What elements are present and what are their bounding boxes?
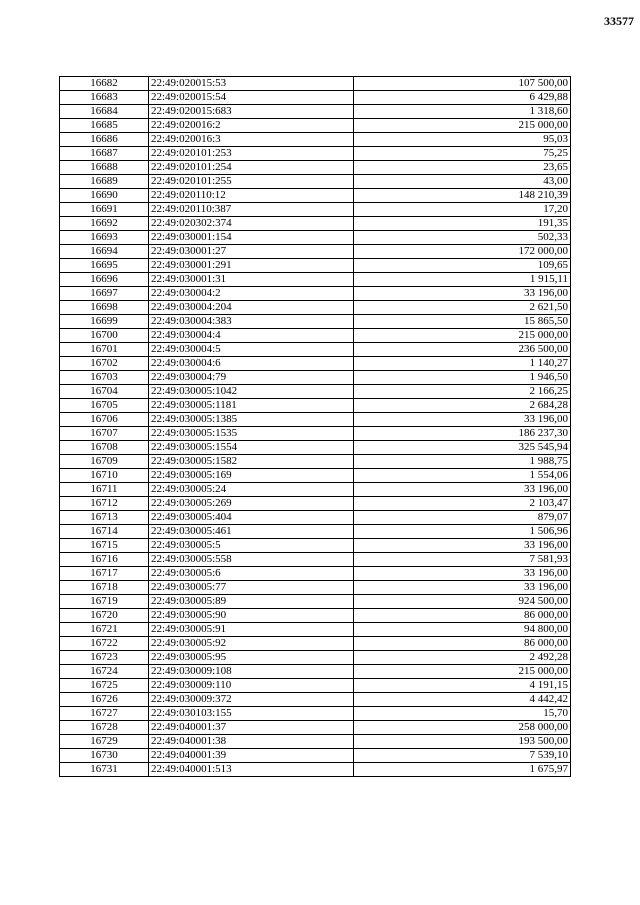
row-number-cell: 16717 [60, 567, 149, 581]
row-number-cell: 16682 [60, 77, 149, 91]
row-number-cell: 16707 [60, 427, 149, 441]
amount-cell: 23,65 [354, 161, 571, 175]
cadastral-number-cell: 22:49:030005:1535 [149, 427, 354, 441]
cadastral-number-cell: 22:49:030005:269 [149, 497, 354, 511]
cadastral-number-cell: 22:49:030004:204 [149, 301, 354, 315]
amount-cell: 94 800,00 [354, 623, 571, 637]
amount-cell: 7 539,10 [354, 749, 571, 763]
table-row [60, 609, 571, 623]
row-number-cell: 16685 [60, 119, 149, 133]
table-row [60, 567, 571, 581]
row-number-cell: 16723 [60, 651, 149, 665]
cadastral-number-cell: 22:49:040001:39 [149, 749, 354, 763]
row-number-cell: 16727 [60, 707, 149, 721]
table-row [60, 217, 571, 231]
table-row [60, 189, 571, 203]
row-number-cell: 16712 [60, 497, 149, 511]
table-row [60, 539, 571, 553]
table-row [60, 763, 571, 777]
row-number-cell: 16710 [60, 469, 149, 483]
amount-cell: 215 000,00 [354, 119, 571, 133]
table-row [60, 693, 571, 707]
cadastral-number-cell: 22:49:030004:79 [149, 371, 354, 385]
row-number-cell: 16716 [60, 553, 149, 567]
table-row [60, 595, 571, 609]
cadastral-number-cell: 22:49:030005:169 [149, 469, 354, 483]
cadastral-number-cell: 22:49:030009:372 [149, 693, 354, 707]
table-row [60, 161, 571, 175]
amount-cell: 215 000,00 [354, 329, 571, 343]
table-row [60, 315, 571, 329]
row-number-cell: 16721 [60, 623, 149, 637]
row-number-cell: 16718 [60, 581, 149, 595]
table-row [60, 301, 571, 315]
cadastral-number-cell: 22:49:020101:254 [149, 161, 354, 175]
cadastral-number-cell: 22:49:030005:89 [149, 595, 354, 609]
table-row [60, 343, 571, 357]
row-number-cell: 16698 [60, 301, 149, 315]
cadastral-number-cell: 22:49:020302:374 [149, 217, 354, 231]
cadastral-number-cell: 22:49:030004:4 [149, 329, 354, 343]
cadastral-number-cell: 22:49:030103:155 [149, 707, 354, 721]
amount-cell: 33 196,00 [354, 539, 571, 553]
amount-cell: 2 166,25 [354, 385, 571, 399]
amount-cell: 1 675,97 [354, 763, 571, 777]
table-row [60, 749, 571, 763]
row-number-cell: 16696 [60, 273, 149, 287]
cadastral-number-cell: 22:49:030001:291 [149, 259, 354, 273]
table-row [60, 231, 571, 245]
table-row [60, 511, 571, 525]
cadastral-number-cell: 22:49:030005:95 [149, 651, 354, 665]
table-row [60, 497, 571, 511]
data-table [59, 76, 571, 777]
row-number-cell: 16699 [60, 315, 149, 329]
row-number-cell: 16731 [60, 763, 149, 777]
cadastral-number-cell: 22:49:030005:1181 [149, 399, 354, 413]
row-number-cell: 16722 [60, 637, 149, 651]
row-number-cell: 16715 [60, 539, 149, 553]
cadastral-number-cell: 22:49:020015:53 [149, 77, 354, 91]
cadastral-number-cell: 22:49:030001:27 [149, 245, 354, 259]
row-number-cell: 16704 [60, 385, 149, 399]
row-number-cell: 16697 [60, 287, 149, 301]
table-row [60, 399, 571, 413]
row-number-cell: 16711 [60, 483, 149, 497]
amount-cell: 33 196,00 [354, 287, 571, 301]
table-row [60, 735, 571, 749]
row-number-cell: 16714 [60, 525, 149, 539]
cadastral-number-cell: 22:49:030005:1582 [149, 455, 354, 469]
amount-cell: 1 946,50 [354, 371, 571, 385]
row-number-cell: 16700 [60, 329, 149, 343]
table-row [60, 385, 571, 399]
cadastral-number-cell: 22:49:030005:461 [149, 525, 354, 539]
row-number-cell: 16686 [60, 133, 149, 147]
amount-cell: 215 000,00 [354, 665, 571, 679]
table-row [60, 651, 571, 665]
cadastral-number-cell: 22:49:020016:2 [149, 119, 354, 133]
row-number-cell: 16690 [60, 189, 149, 203]
amount-cell: 43,00 [354, 175, 571, 189]
amount-cell: 33 196,00 [354, 413, 571, 427]
amount-cell: 4 191,15 [354, 679, 571, 693]
amount-cell: 1 140,27 [354, 357, 571, 371]
table-row [60, 133, 571, 147]
cadastral-number-cell: 22:49:030009:110 [149, 679, 354, 693]
row-number-cell: 16689 [60, 175, 149, 189]
cadastral-number-cell: 22:49:030005:1554 [149, 441, 354, 455]
table-row [60, 357, 571, 371]
cadastral-number-cell: 22:49:030005:1042 [149, 385, 354, 399]
amount-cell: 86 000,00 [354, 609, 571, 623]
table-row [60, 483, 571, 497]
row-number-cell: 16706 [60, 413, 149, 427]
row-number-cell: 16694 [60, 245, 149, 259]
table-row [60, 469, 571, 483]
row-number-cell: 16728 [60, 721, 149, 735]
amount-cell: 2 684,28 [354, 399, 571, 413]
row-number-cell: 16730 [60, 749, 149, 763]
row-number-cell: 16705 [60, 399, 149, 413]
cadastral-number-cell: 22:49:030005:558 [149, 553, 354, 567]
row-number-cell: 16709 [60, 455, 149, 469]
table-row [60, 413, 571, 427]
row-number-cell: 16729 [60, 735, 149, 749]
row-number-cell: 16695 [60, 259, 149, 273]
cadastral-number-cell: 22:49:020110:12 [149, 189, 354, 203]
cadastral-number-cell: 22:49:030005:24 [149, 483, 354, 497]
cadastral-number-cell: 22:49:030001:154 [149, 231, 354, 245]
table-row [60, 679, 571, 693]
amount-cell: 2 621,50 [354, 301, 571, 315]
table-row [60, 329, 571, 343]
amount-cell: 172 000,00 [354, 245, 571, 259]
row-number-cell: 16713 [60, 511, 149, 525]
table-row [60, 175, 571, 189]
amount-cell: 325 545,94 [354, 441, 571, 455]
cadastral-number-cell: 22:49:020015:54 [149, 91, 354, 105]
table-row [60, 91, 571, 105]
cadastral-number-cell: 22:49:020016:3 [149, 133, 354, 147]
amount-cell: 7 581,93 [354, 553, 571, 567]
amount-cell: 186 237,30 [354, 427, 571, 441]
amount-cell: 2 103,47 [354, 497, 571, 511]
cadastral-number-cell: 22:49:030004:2 [149, 287, 354, 301]
table-row [60, 105, 571, 119]
table-row [60, 665, 571, 679]
cadastral-number-cell: 22:49:030005:90 [149, 609, 354, 623]
amount-cell: 109,65 [354, 259, 571, 273]
cadastral-number-cell: 22:49:030005:92 [149, 637, 354, 651]
cadastral-number-cell: 22:49:030005:404 [149, 511, 354, 525]
cadastral-number-cell: 22:49:020101:255 [149, 175, 354, 189]
cadastral-number-cell: 22:49:020110:387 [149, 203, 354, 217]
amount-cell: 1 915,11 [354, 273, 571, 287]
cadastral-number-cell: 22:49:030005:6 [149, 567, 354, 581]
table-row [60, 203, 571, 217]
amount-cell: 6 429,88 [354, 91, 571, 105]
amount-cell: 2 492,28 [354, 651, 571, 665]
amount-cell: 1 988,75 [354, 455, 571, 469]
cadastral-number-cell: 22:49:040001:37 [149, 721, 354, 735]
amount-cell: 1 506,96 [354, 525, 571, 539]
cadastral-number-cell: 22:49:040001:38 [149, 735, 354, 749]
table-row [60, 581, 571, 595]
row-number-cell: 16691 [60, 203, 149, 217]
row-number-cell: 16708 [60, 441, 149, 455]
row-number-cell: 16683 [60, 91, 149, 105]
row-number-cell: 16724 [60, 665, 149, 679]
amount-cell: 924 500,00 [354, 595, 571, 609]
table-row [60, 119, 571, 133]
table-row [60, 371, 571, 385]
row-number-cell: 16725 [60, 679, 149, 693]
table-row [60, 637, 571, 651]
cadastral-number-cell: 22:49:030005:5 [149, 539, 354, 553]
cadastral-number-cell: 22:49:030001:31 [149, 273, 354, 287]
table-row [60, 259, 571, 273]
amount-cell: 258 000,00 [354, 721, 571, 735]
cadastral-number-cell: 22:49:040001:513 [149, 763, 354, 777]
amount-cell: 1 318,60 [354, 105, 571, 119]
cadastral-number-cell: 22:49:030005:1385 [149, 413, 354, 427]
amount-cell: 95,03 [354, 133, 571, 147]
row-number-cell: 16720 [60, 609, 149, 623]
cadastral-number-cell: 22:49:030005:77 [149, 581, 354, 595]
amount-cell: 15,70 [354, 707, 571, 721]
amount-cell: 75,25 [354, 147, 571, 161]
cadastral-number-cell: 22:49:030004:6 [149, 357, 354, 371]
table-row [60, 707, 571, 721]
row-number-cell: 16701 [60, 343, 149, 357]
row-number-cell: 16703 [60, 371, 149, 385]
row-number-cell: 16726 [60, 693, 149, 707]
amount-cell: 236 500,00 [354, 343, 571, 357]
table-body [60, 77, 571, 777]
row-number-cell: 16687 [60, 147, 149, 161]
cadastral-number-cell: 22:49:030004:5 [149, 343, 354, 357]
table-row [60, 525, 571, 539]
amount-cell: 33 196,00 [354, 483, 571, 497]
cadastral-number-cell: 22:49:030005:91 [149, 623, 354, 637]
amount-cell: 193 500,00 [354, 735, 571, 749]
table-row [60, 623, 571, 637]
amount-cell: 502,33 [354, 231, 571, 245]
amount-cell: 4 442,42 [354, 693, 571, 707]
table-row [60, 147, 571, 161]
cadastral-number-cell: 22:49:020015:683 [149, 105, 354, 119]
cadastral-number-cell: 22:49:020101:253 [149, 147, 354, 161]
amount-cell: 107 500,00 [354, 77, 571, 91]
amount-cell: 33 196,00 [354, 567, 571, 581]
row-number-cell: 16684 [60, 105, 149, 119]
row-number-cell: 16688 [60, 161, 149, 175]
row-number-cell: 16692 [60, 217, 149, 231]
table-row [60, 441, 571, 455]
row-number-cell: 16693 [60, 231, 149, 245]
table-row [60, 721, 571, 735]
amount-cell: 1 554,06 [354, 469, 571, 483]
table-row [60, 273, 571, 287]
amount-cell: 15 865,50 [354, 315, 571, 329]
amount-cell: 191,35 [354, 217, 571, 231]
table-row [60, 77, 571, 91]
amount-cell: 86 000,00 [354, 637, 571, 651]
page-number: 33577 [604, 14, 634, 28]
table-row [60, 287, 571, 301]
amount-cell: 33 196,00 [354, 581, 571, 595]
amount-cell: 879,07 [354, 511, 571, 525]
row-number-cell: 16702 [60, 357, 149, 371]
table-row [60, 427, 571, 441]
cadastral-number-cell: 22:49:030004:383 [149, 315, 354, 329]
amount-cell: 17,20 [354, 203, 571, 217]
amount-cell: 148 210,39 [354, 189, 571, 203]
table-row [60, 245, 571, 259]
table-row [60, 455, 571, 469]
table-row [60, 553, 571, 567]
row-number-cell: 16719 [60, 595, 149, 609]
cadastral-number-cell: 22:49:030009:108 [149, 665, 354, 679]
